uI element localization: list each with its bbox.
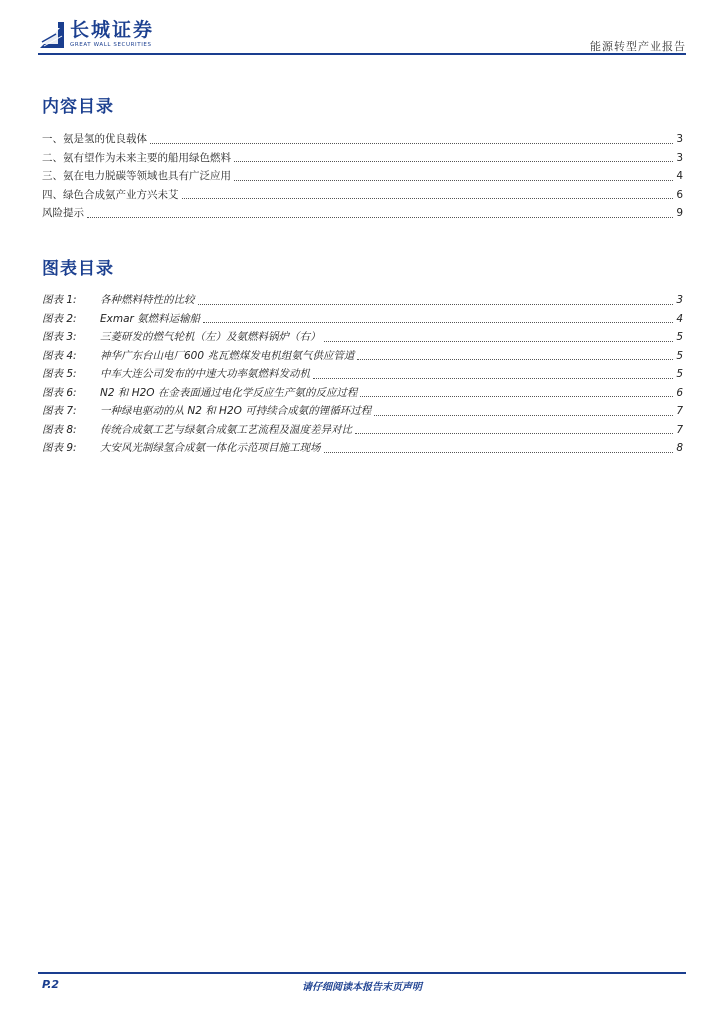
figure-entry[interactable] bbox=[42, 385, 683, 404]
figure-number: 图表 1: bbox=[42, 294, 77, 306]
figure-number: 图表 7: bbox=[42, 405, 77, 417]
entry-label bbox=[42, 385, 357, 400]
entry-label: 一、氨是氢的优良载体 bbox=[42, 133, 147, 145]
figure-caption: 三菱研发的燃气轮机（左）及氨燃料锅炉（右） bbox=[100, 331, 321, 343]
dot-leader bbox=[374, 415, 673, 416]
contents-list bbox=[42, 131, 683, 224]
entry-page-number: 3 bbox=[676, 133, 683, 145]
entry-label bbox=[42, 311, 200, 326]
figure-number: 图表 4: bbox=[42, 349, 77, 362]
dot-leader bbox=[313, 378, 673, 379]
footer-disclaimer: 请仔细阅读本报告末页声明 bbox=[302, 982, 422, 993]
entry-label: 四、绿色合成氨产业方兴未艾 bbox=[42, 188, 179, 201]
entry-page-number: 3 bbox=[676, 151, 683, 164]
figure-caption: 中车大连公司发布的中速大功率氨燃料发动机 bbox=[100, 368, 310, 380]
entry-page-number: 4 bbox=[676, 312, 683, 325]
figure-number: 图表 3: bbox=[42, 331, 77, 343]
logo-chinese-name: 长城证券 bbox=[70, 19, 155, 41]
entry-page-number: 8 bbox=[676, 442, 683, 454]
entry-label: 三、氨在电力脱碳等领域也具有广泛应用 bbox=[42, 170, 231, 182]
entry-label bbox=[42, 422, 352, 437]
dot-leader bbox=[182, 198, 674, 199]
dot-leader bbox=[324, 341, 674, 342]
figure-number: 图表 9: bbox=[42, 442, 77, 454]
contents-entry[interactable] bbox=[42, 205, 683, 224]
footer-divider bbox=[38, 972, 686, 974]
figure-number: 图表 8: bbox=[42, 423, 77, 436]
entry-page-number: 9 bbox=[676, 207, 683, 219]
report-type: 能源转型产业报告 bbox=[590, 40, 686, 53]
entry-page-number: 4 bbox=[676, 170, 683, 182]
entry-label bbox=[42, 329, 321, 344]
dot-leader bbox=[324, 452, 674, 453]
company-logo bbox=[38, 20, 154, 50]
contents-entry[interactable] bbox=[42, 150, 683, 169]
entry-page-number: 6 bbox=[676, 386, 683, 399]
entry-page-number: 7 bbox=[676, 405, 683, 417]
figure-caption: N2 和 H2O 在金表面通过电化学反应生产氨的反应过程 bbox=[100, 386, 358, 399]
figure-caption: 各种燃料特性的比较 bbox=[100, 294, 195, 306]
figure-entry[interactable] bbox=[42, 292, 683, 311]
contents-title: 内容目录 bbox=[42, 97, 114, 117]
entry-label bbox=[42, 348, 354, 363]
page-header bbox=[38, 16, 686, 56]
figure-entry[interactable] bbox=[42, 329, 683, 348]
entry-label bbox=[42, 292, 195, 307]
entry-page-number: 5 bbox=[676, 331, 683, 343]
entry-page-number: 3 bbox=[676, 294, 683, 306]
figure-caption: 大安风光制绿氢合成氨一体化示范项目施工现场 bbox=[100, 442, 321, 454]
contents-entry[interactable] bbox=[42, 131, 683, 150]
entry-label bbox=[42, 440, 321, 455]
entry-page-number: 5 bbox=[676, 368, 683, 380]
figure-entry[interactable] bbox=[42, 311, 683, 330]
entry-label: 二、氨有望作为未来主要的船用绿色燃料 bbox=[42, 151, 231, 164]
contents-entry[interactable] bbox=[42, 168, 683, 187]
entry-page-number: 7 bbox=[676, 423, 683, 436]
header-divider bbox=[38, 53, 686, 55]
figure-caption: 传统合成氨工艺与绿氨合成氨工艺流程及温度差异对比 bbox=[100, 423, 352, 436]
figure-entry[interactable] bbox=[42, 366, 683, 385]
figure-entry[interactable] bbox=[42, 348, 683, 367]
page-number: P.2 bbox=[42, 978, 60, 991]
figure-caption: 一种绿电驱动的从 N2 和 H2O 可持续合成氨的锂循环过程 bbox=[100, 405, 372, 417]
figure-caption: 神华广东台山电厂600 兆瓦燃煤发电机组氨气供应管道 bbox=[100, 349, 355, 362]
dot-leader bbox=[360, 396, 673, 397]
dot-leader bbox=[87, 217, 673, 218]
figure-number: 图表 5: bbox=[42, 368, 77, 380]
dot-leader bbox=[203, 322, 673, 323]
entry-label: 风险提示 bbox=[42, 207, 84, 219]
figure-entry[interactable] bbox=[42, 422, 683, 441]
dot-leader bbox=[198, 304, 674, 305]
figure-entry[interactable] bbox=[42, 403, 683, 422]
figures-list bbox=[42, 292, 683, 459]
entry-page-number: 5 bbox=[676, 349, 683, 362]
dot-leader bbox=[150, 143, 673, 144]
dot-leader bbox=[234, 180, 673, 181]
logo-english-name: GREAT WALL SECURITIES bbox=[70, 42, 152, 48]
figure-entry[interactable] bbox=[42, 440, 683, 459]
figure-number: 图表 6: bbox=[42, 386, 77, 399]
entry-label bbox=[42, 403, 371, 418]
great-wall-logo-icon bbox=[38, 20, 66, 50]
figures-title: 图表目录 bbox=[42, 259, 114, 279]
figure-caption: Exmar 氨燃料运输船 bbox=[100, 312, 201, 325]
figure-number: 图表 2: bbox=[42, 312, 77, 325]
dot-leader bbox=[355, 433, 673, 434]
dot-leader bbox=[234, 161, 673, 162]
entry-label bbox=[42, 366, 310, 381]
entry-page-number: 6 bbox=[676, 188, 683, 201]
dot-leader bbox=[357, 359, 673, 360]
contents-entry[interactable] bbox=[42, 187, 683, 206]
